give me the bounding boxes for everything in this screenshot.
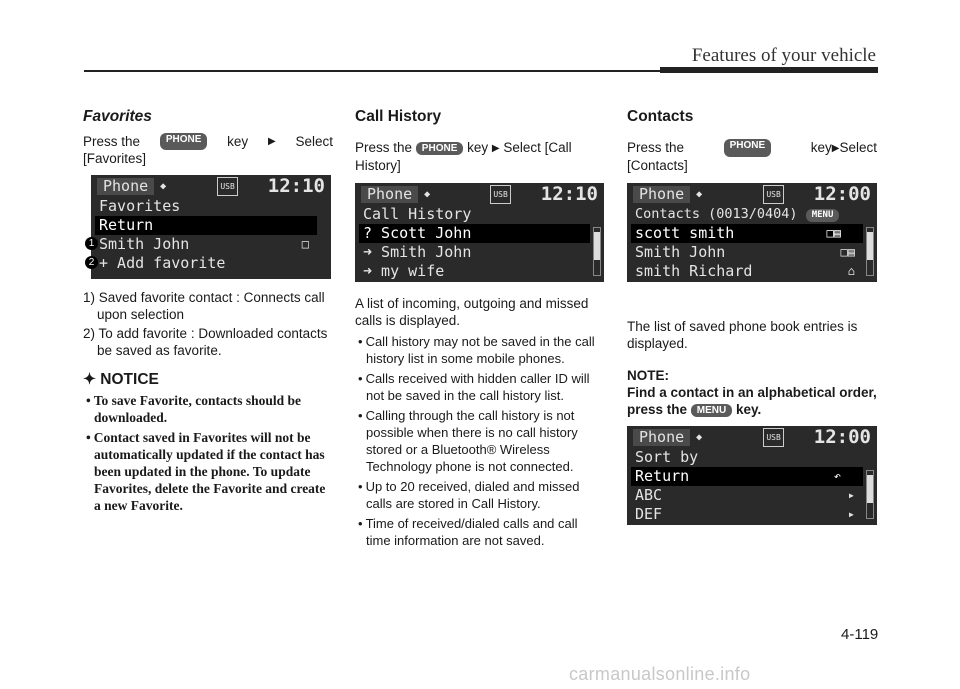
clock: 12:00 xyxy=(813,425,871,448)
clock: 12:10 xyxy=(540,182,598,205)
phone-key: PHONE xyxy=(724,139,772,157)
notice-list: • To save Favorite, contacts should be downloaded. • Contact saved in Favorites will not be automatically updated if the contact has been updated in the phone. To update Favorites, delete the Favorite and create a new Favorite. xyxy=(83,392,333,514)
favorites-screen: Phone ◆ USB 12:10 Favorites Return Smith John □ + Add favorite 1 2 xyxy=(91,175,331,279)
running-header: Features of your vehicle xyxy=(691,45,876,66)
phone-icon: □▤ xyxy=(840,245,855,259)
call-history-section xyxy=(355,108,605,552)
contacts-section: Contacts Press the PHONE key▶Select [Contacts] Phone ◆ USB 12:00 Contacts (0013/0404) MENU scott smith □▤ Smith John □▤ smith Richard ⌂ The list of saved phone book entries is displayed. NOTE: Find a contact in an alphabetical order, press the MENU key. Phone ◆ USB 12:00 Sort by Return ↶ ABC ▸ DEF ▸ xyxy=(627,108,877,523)
phone-icon: □▤ xyxy=(826,226,841,240)
notice-heading: ✦ NOTICE xyxy=(83,371,159,388)
callout-1: 1 xyxy=(85,237,98,250)
favorites-section: Favorites Press the PHONE key ▶ Select [Favorites] Phone ◆ USB 12:10 Favorites Return Smith John □ + Add favorite 1 2 1) Saved favorite contact : Connects call upon selection 2) To add favorite : Downloaded contacts be saved as favorite. ✦ NOTICE • To save Favorite, contacts should be downloaded. • Contact saved in Favorites will not be automatically updated if the contact has been updated in the phone. To update Favorites, delete the Favorite and create a new Favorite. xyxy=(83,108,333,517)
phone-key: PHONE xyxy=(160,133,208,150)
chevron-right-icon: ▸ xyxy=(847,488,855,502)
favorites-instruction: Press the PHONE key ▶ Select xyxy=(83,134,333,149)
contacts-screen: Phone ◆ USB 12:00 Contacts (0013/0404) MENU scott smith □▤ Smith John □▤ smith Richard ⌂ xyxy=(627,183,877,282)
sort-option-row[interactable]: ABC ▸ xyxy=(635,486,855,504)
call-entry-row[interactable]: ? Scott John xyxy=(359,224,590,243)
sort-screen: Phone ◆ USB 12:00 Sort by Return ↶ ABC ▸ DEF ▸ xyxy=(627,426,877,525)
bluetooth-icon: ◆ xyxy=(696,188,703,200)
call-entry-row[interactable]: ➜ my wife xyxy=(363,262,445,280)
arrow-icon: ▶ xyxy=(267,136,276,147)
menu-key: MENU xyxy=(691,404,732,417)
bluetooth-icon: ◆ xyxy=(424,188,431,200)
chevron-right-icon: ▸ xyxy=(847,507,855,521)
usb-badge: USB xyxy=(763,428,783,447)
call-history-instruction: Press the PHONE key ▶ Select [Call History] xyxy=(355,140,572,173)
usb-badge: USB xyxy=(763,185,783,204)
home-icon: ⌂ xyxy=(847,264,855,278)
usb-badge: USB xyxy=(490,185,510,204)
return-row[interactable]: Return ↶ xyxy=(631,467,863,486)
header-rule xyxy=(84,70,660,72)
phone-icon: □ xyxy=(301,237,309,251)
return-row[interactable]: Return xyxy=(95,216,317,235)
note-text: Find a contact in an alphabetical order, press the MENU key. xyxy=(627,385,877,417)
contacts-heading: Contacts xyxy=(627,108,694,125)
bluetooth-icon: ◆ xyxy=(160,180,167,192)
favorites-heading: Favorites xyxy=(83,108,152,125)
contacts-description: The list of saved phone book entries is displayed. xyxy=(627,319,858,351)
favorites-list: 1) Saved favorite contact : Connects call upon selection 2) To add favorite : Downloaded contacts be saved as favorite. xyxy=(83,290,328,358)
call-history-heading: Call History xyxy=(355,108,442,125)
bluetooth-icon: ◆ xyxy=(696,431,703,443)
scrollbar[interactable] xyxy=(866,470,874,519)
contacts-instruction: Press the PHONE key▶Select xyxy=(627,140,877,155)
usb-badge: USB xyxy=(217,177,237,196)
phone-key: PHONE xyxy=(416,142,464,155)
scrollbar[interactable] xyxy=(866,227,874,276)
note-label: NOTE: xyxy=(627,368,669,383)
call-history-screen: Phone ◆ USB 12:10 Call History ? Scott John ➜ Smith John ➜ my wife xyxy=(355,183,604,282)
clock: 12:00 xyxy=(813,182,871,205)
sort-option-row[interactable]: DEF ▸ xyxy=(635,505,855,523)
add-favorite-row[interactable]: + Add favorite xyxy=(99,254,226,272)
header-bar xyxy=(660,67,878,73)
arrow-icon: ▶ xyxy=(831,143,840,154)
favorite-contact-row[interactable]: Smith John □ xyxy=(99,235,309,253)
call-entry-row[interactable]: ➜ Smith John xyxy=(363,243,472,261)
clock: 12:10 xyxy=(267,174,325,197)
call-history-description: A list of incoming, outgoing and missed calls is displayed. xyxy=(355,296,589,328)
scrollbar[interactable] xyxy=(593,227,601,276)
page-number: 4-119 xyxy=(841,626,879,643)
menu-key[interactable]: MENU xyxy=(806,209,840,222)
contact-row[interactable]: Smith John □▤ xyxy=(635,243,855,261)
watermark: carmanualsonline.info xyxy=(569,664,751,684)
callout-2: 2 xyxy=(85,256,98,269)
contact-row[interactable]: smith Richard ⌂ xyxy=(635,262,855,280)
back-icon: ↶ xyxy=(833,469,841,483)
call-history-bullets: • Call history may not be saved in the call history list in some mobile phones. • Calls received with hidden caller ID will not be saved in the call history list. • Calling through the call history is not possible when there is no call history stored or a Bluetooth® Wireless Technology phone is not connected. • Up to 20 received, dialed and missed calls are stored in Call History. • Time of received/dialed calls and call time information are not saved. xyxy=(355,333,605,549)
contact-row[interactable]: scott smith □▤ xyxy=(631,224,863,243)
arrow-icon: ▶ xyxy=(491,143,500,154)
